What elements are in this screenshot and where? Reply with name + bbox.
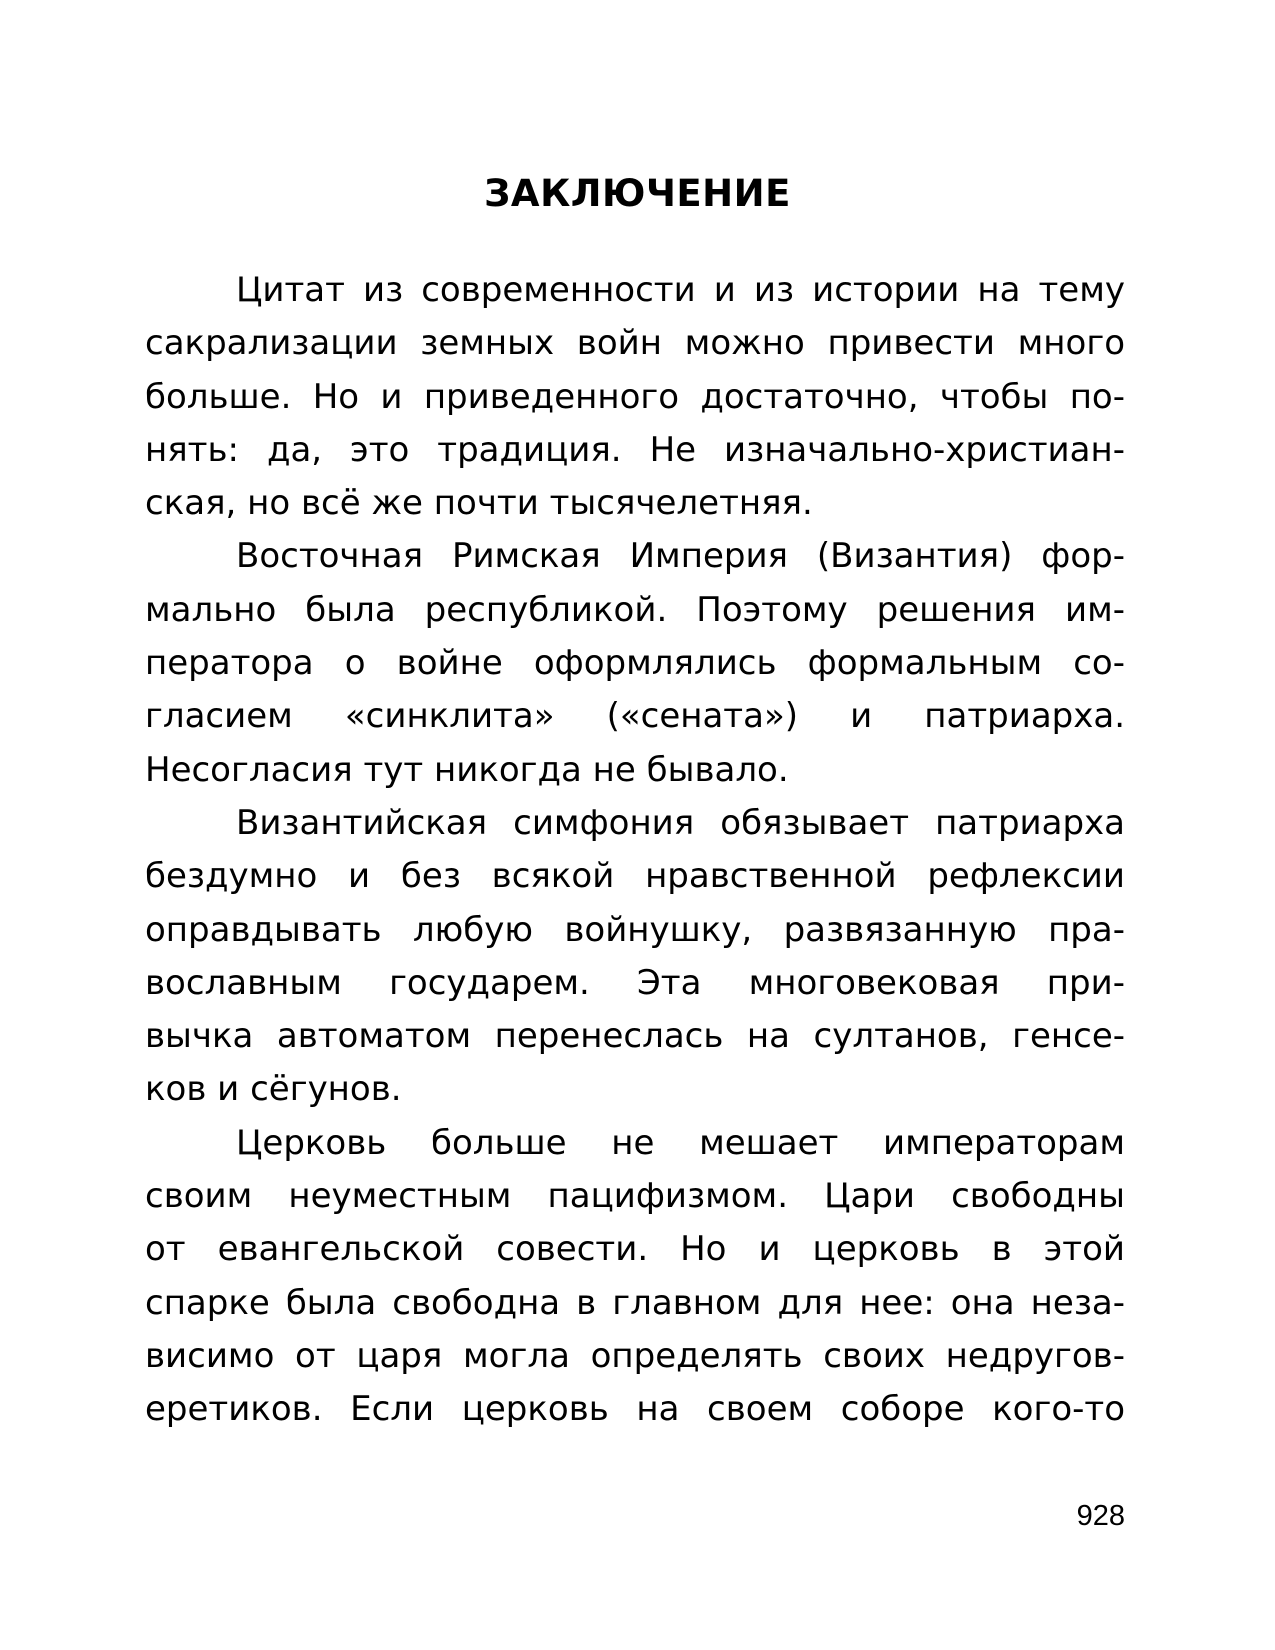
text-line: оправдывать любую войнушку, развязанную пра- (145, 909, 1125, 950)
text-line: мально была республикой. Поэтому решения им- (145, 589, 1125, 630)
text-line: Цитат из современности и из истории на тему (236, 270, 1125, 310)
text-line: еретиков. Если церковь на своем соборе кого-то (145, 1389, 1125, 1430)
text-line: спарке была свободна в главном для нее: она неза- (145, 1282, 1125, 1323)
text-line: ков и сёгунов. (145, 1069, 402, 1110)
text-line: висимо от царя могла определять своих недругов- (145, 1335, 1125, 1376)
text-line: вославным государем. Эта многовековая при- (145, 962, 1125, 1003)
text-line: своим неуместным пацифизмом. Цари свободны (145, 1176, 1125, 1217)
text-line: больше. Но и приведенного достаточно, чтобы по- (145, 376, 1125, 417)
text-line: ская, но всё же почти тысячелетняя. (145, 483, 813, 524)
text-line: бездумно и без всякой нравственной рефлексии (145, 856, 1125, 897)
text-line: Несогласия тут никогда не бывало. (145, 749, 789, 790)
text-line: от евангельской совести. Но и церковь в этой (145, 1229, 1125, 1270)
text-line: вычка автоматом перенеслась на султанов, генсе- (145, 1016, 1125, 1057)
text-line: ператора о войне оформлялись формальным со- (145, 643, 1125, 684)
text-line: Восточная Римская Империя (Византия) фор- (236, 536, 1125, 577)
text-line: Византийская симфония обязывает патриарха (236, 802, 1125, 843)
text-line: сакрализации земных войн можно привести много (145, 323, 1125, 364)
page-number: 928 (1076, 1500, 1125, 1532)
body-text (145, 264, 1125, 1437)
chapter-title: ЗАКЛЮЧЕНИЕ (484, 172, 791, 215)
text-line: Церковь больше не мешает императорам (236, 1122, 1125, 1163)
text-line: нять: да, это традиция. Не изначально-христиан- (145, 429, 1125, 470)
text-line: гласием «синклита» («сената») и патриарха. (145, 696, 1125, 737)
